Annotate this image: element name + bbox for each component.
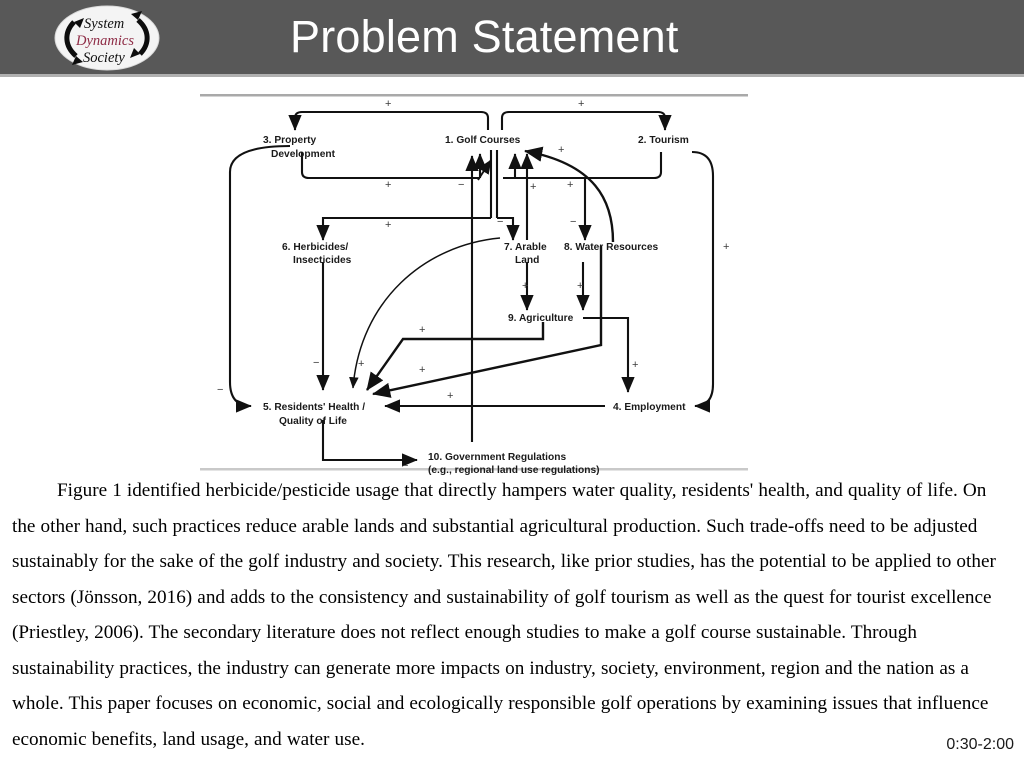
node-label-residents-2: Quality of Life xyxy=(279,416,347,427)
link-water-to-golf-arc xyxy=(525,151,613,242)
sign-plus-11: + xyxy=(358,358,365,370)
node-label-property-1: 3. Property xyxy=(263,135,317,146)
sign-plus-8: + xyxy=(522,280,529,292)
sign-minus-1: − xyxy=(458,179,465,191)
sign-minus-3: − xyxy=(570,216,577,228)
link-property-to-residents xyxy=(230,146,290,406)
figure-rule-top xyxy=(200,94,748,97)
link-tourism-to-golf xyxy=(515,152,661,178)
sign-plus-14: + xyxy=(447,390,454,402)
system-dynamics-society-logo xyxy=(46,3,168,73)
sign-plus-2: + xyxy=(578,98,585,110)
causal-loop-diagram-figure xyxy=(195,90,755,475)
node-label-arable-2: Land xyxy=(515,255,540,266)
header-underline xyxy=(0,74,1024,77)
node-label-water-resources: 8. Water Resources xyxy=(564,242,659,253)
sign-plus-15: + xyxy=(723,241,730,253)
page-title: Problem Statement xyxy=(290,11,679,62)
sign-minus-6: − xyxy=(402,460,409,472)
node-label-property-2: Development xyxy=(271,149,335,160)
logo-line-society: Society xyxy=(83,50,125,66)
sign-plus-13: + xyxy=(632,359,639,371)
sign-minus-2: − xyxy=(497,216,504,228)
node-label-arable-1: 7. Arable xyxy=(504,242,547,253)
logo-line-system: System xyxy=(84,16,125,32)
sign-plus-3: + xyxy=(385,179,392,191)
sign-plus-1: + xyxy=(385,98,392,110)
link-agriculture-to-residents xyxy=(367,322,543,390)
link-golf-to-herbicides xyxy=(323,218,491,240)
node-label-golf-courses: 1. Golf Courses xyxy=(445,135,521,146)
link-agriculture-to-employment xyxy=(583,318,628,392)
sign-plus-12: + xyxy=(419,364,426,376)
node-label-residents-1: 5. Residents' Health / xyxy=(263,402,366,413)
sign-plus-5: + xyxy=(530,181,537,193)
sign-plus-9: + xyxy=(577,280,584,292)
logo-line-dynamics: Dynamics xyxy=(76,33,134,49)
sign-minus-4: − xyxy=(313,357,320,369)
node-label-agriculture: 9. Agriculture xyxy=(508,313,574,324)
node-label-employment: 4. Employment xyxy=(613,402,686,413)
node-label-herbicides-1: 6. Herbicides/ xyxy=(282,242,349,253)
link-golf-to-property xyxy=(295,112,488,130)
link-curve-to-residents xyxy=(353,238,500,388)
node-label-herbicides-2: Insecticides xyxy=(293,255,352,266)
link-employment-outer-right xyxy=(692,152,713,406)
body-paragraph: Figure 1 identified herbicide/pesticide usage that directly hampers water quality, residents' health, and quality of life. On the other hand, such practices reduce arable lands and substantial agricultural production. Such trade-offs need to be adjusted sustainably for the sake of the golf industry and society. This research, like prior studies, has the potential to be applied to other sectors (Jönsson, 2016) and adds to the consistency and sustainability of golf tourism as well as the quest for tourist excellence (Priestley, 2006). The secondary literature does not reflect enough studies to make a golf course sustainable. Through sustainability practices, the industry can generate more impacts on industry, society, environment, region and the nation as a whole. This paper focuses on economic, social and ecologically responsible golf operations by examining issues that influence economic benefits, land usage, and water use. xyxy=(12,480,996,750)
node-label-tourism: 2. Tourism xyxy=(638,135,689,146)
node-label-regulations-2: (e.g., regional land use regulations) xyxy=(428,465,600,475)
sign-minus-5: − xyxy=(217,384,224,396)
timestamp-label: 0:30-2:00 xyxy=(946,736,1014,753)
node-label-regulations-1: 10. Government Regulations xyxy=(428,452,567,463)
sign-plus-4: + xyxy=(567,179,574,191)
sign-plus-7: + xyxy=(385,219,392,231)
sign-plus-10: + xyxy=(419,324,426,336)
sign-plus-6: + xyxy=(558,144,565,156)
link-golf-to-tourism xyxy=(502,112,665,130)
